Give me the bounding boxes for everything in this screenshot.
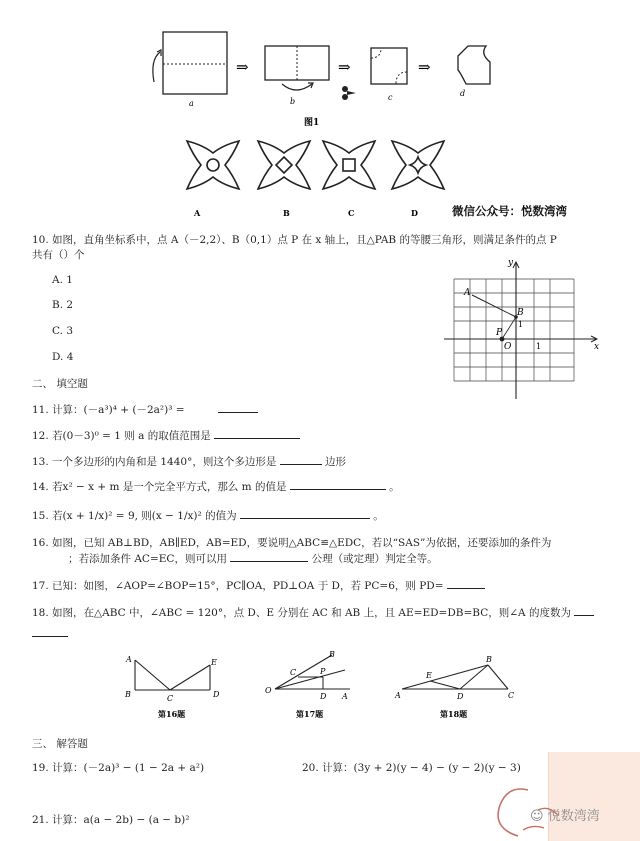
fig18 — [394, 655, 514, 701]
graph-label-A: A — [464, 288, 471, 298]
q16-line2-text: ；若添加条件 AC=EC，则可以用 — [68, 553, 227, 565]
fig17-label-B: B — [329, 650, 335, 659]
q18-answer-blank-2 — [32, 626, 68, 637]
q14 — [32, 479, 400, 494]
q14-suffix: 。 — [389, 481, 400, 493]
q10-option-b: B. 2 — [52, 299, 74, 311]
fig17-caption: 第17题 — [296, 709, 324, 719]
fig17-label-O: O — [265, 686, 272, 695]
graph-label-O: O — [504, 342, 512, 352]
fig18-label-D: D — [457, 692, 464, 701]
folding-figure — [0, 0, 640, 230]
panel-label-c: c — [388, 93, 393, 102]
fig18-label-B: B — [486, 655, 492, 664]
q10-option-c: C. 3 — [52, 325, 74, 337]
q10-coordinate-graph — [436, 255, 606, 405]
q19: 19. 计算：(－2a)³ − (1 − 2a + a²) — [32, 762, 205, 774]
fold-panel-c — [371, 48, 407, 84]
shape-option-a — [187, 141, 239, 189]
q15-suffix: 。 — [373, 510, 384, 522]
watermark-text: 悦数湾湾 — [547, 809, 600, 824]
q18 — [32, 605, 594, 620]
fold-panel-a — [163, 32, 227, 94]
q12-text: 12. 若(0－3)⁰ = 1 则 a 的取值范围是 — [32, 430, 211, 442]
fold-arrow-2: ⇒ — [338, 58, 351, 76]
q14-text: 14. 若x² − x + m 是一个完全平方式，那么 m 的值是 — [32, 481, 287, 493]
panel-label-d: d — [460, 89, 466, 98]
graph-label-B: B — [517, 308, 524, 318]
q15 — [32, 508, 384, 523]
shape-label-d: D — [411, 208, 418, 218]
fold-arrow-1: ⇒ — [236, 58, 249, 76]
geometry-figures — [110, 645, 540, 723]
section3-title: 三、 解答题 — [32, 738, 88, 750]
q10-option-a: A. 1 — [52, 274, 73, 286]
q18-text: 18. 如图，在△ABC 中，∠ABC = 120°，点 D、E 分别在 AC 和 AB 上，且 AE=ED=DB=BC，则∠A 的度数为 — [32, 607, 571, 619]
q18-answer-blank-1 — [574, 605, 594, 616]
graph-label-y: y — [508, 258, 514, 268]
q12 — [32, 428, 300, 443]
fold-arrow-3: ⇒ — [418, 58, 431, 76]
fig17 — [265, 650, 350, 701]
q13-text: 13. 一个多边形的内角和是 1440°，则这个多边形是 — [32, 456, 277, 468]
q16-line2 — [68, 551, 438, 566]
q10-line2: 共有（）个 — [32, 249, 85, 261]
scissors-icon — [342, 86, 356, 100]
fig17-label-D: D — [320, 692, 327, 701]
section2-title: 二、 填空题 — [32, 378, 88, 390]
q16-answer-blank — [230, 551, 308, 562]
fig16-label-E: E — [211, 658, 217, 667]
shape-option-c — [323, 141, 375, 189]
fig18-label-C: C — [508, 691, 515, 700]
fig18-label-E: E — [426, 671, 432, 680]
shape-label-b: B — [283, 208, 290, 218]
panel-label-b: b — [290, 97, 296, 106]
fig18-caption: 第18题 — [440, 709, 468, 719]
q13-answer-blank — [280, 454, 322, 465]
q16-line2-suffix: 公理（或定理）判定全等。 — [311, 553, 438, 565]
q20: 20. 计算：(3y + 2)(y − 4) − (y − 2)(y − 3) — [302, 762, 521, 774]
graph-label-1-y: 1 — [518, 320, 524, 329]
fig17-label-A: A — [342, 692, 348, 701]
q17-answer-blank — [447, 578, 485, 589]
fig16-caption: 第16题 — [158, 709, 186, 719]
fig18-label-A: A — [395, 691, 401, 700]
panel-label-a: a — [189, 99, 194, 108]
fold-panel-d — [458, 46, 490, 84]
graph-label-1-x: 1 — [536, 342, 542, 351]
q13 — [32, 454, 346, 469]
q13-suffix: 边形 — [325, 456, 347, 468]
q11 — [32, 402, 258, 417]
q21: 21. 计算：a(a − 2b) − (a − b)² — [32, 814, 190, 826]
shape-label-c: C — [348, 208, 355, 218]
graph-label-P: P — [496, 328, 503, 338]
q11-answer-blank — [218, 402, 258, 413]
q10-line1: 10. 如图，直角坐标系中，点 A（－2,2）、B（0,1）点 P 在 x 轴上，且△PAB 的等腰三角形，则满足条件的点 P — [32, 234, 557, 246]
fig16-label-A: A — [126, 655, 132, 664]
wechat-account-note: 微信公众号：悦数湾湾 — [452, 204, 567, 218]
graph-label-x: x — [594, 342, 600, 352]
q12-answer-blank — [214, 428, 300, 439]
figure-caption: 图1 — [304, 118, 320, 128]
q15-answer-blank — [240, 508, 370, 519]
fig16 — [124, 655, 220, 703]
q18-line2 — [32, 622, 68, 641]
wechat-icon: ☺ — [530, 809, 544, 824]
watermark-account — [530, 805, 600, 824]
q17-text: 17. 已知：如图，∠AOP=∠BOP=15°，PC∥OA，PD⊥OA 于 D，若 PC=6，则 PD= — [32, 580, 444, 592]
q15-text: 15. 若(x + 1/x)² = 9, 则(x − 1/x)² 的值为 — [32, 510, 237, 522]
fig17-label-C: C — [290, 668, 297, 677]
q16-line1: 16. 如图，已知 AB⊥BD，AB∥ED，AB=ED，要说明△ABC≌△EDC，若以“SAS”为依据，还要添加的条件为 — [32, 537, 552, 549]
q11-text: 11. 计算：(－a³)⁴ + (－2a²)³ = — [32, 404, 185, 416]
fig16-label-D: D — [213, 690, 220, 699]
fig16-label-B: B — [125, 690, 131, 699]
fig16-label-C: C — [167, 694, 174, 703]
fig17-label-P: P — [320, 667, 326, 676]
shape-label-a: A — [194, 208, 201, 218]
q17 — [32, 578, 485, 593]
shape-option-d — [392, 141, 444, 189]
q14-answer-blank — [290, 479, 386, 490]
q10-option-d: D. 4 — [52, 351, 74, 363]
shape-option-b — [258, 141, 310, 189]
